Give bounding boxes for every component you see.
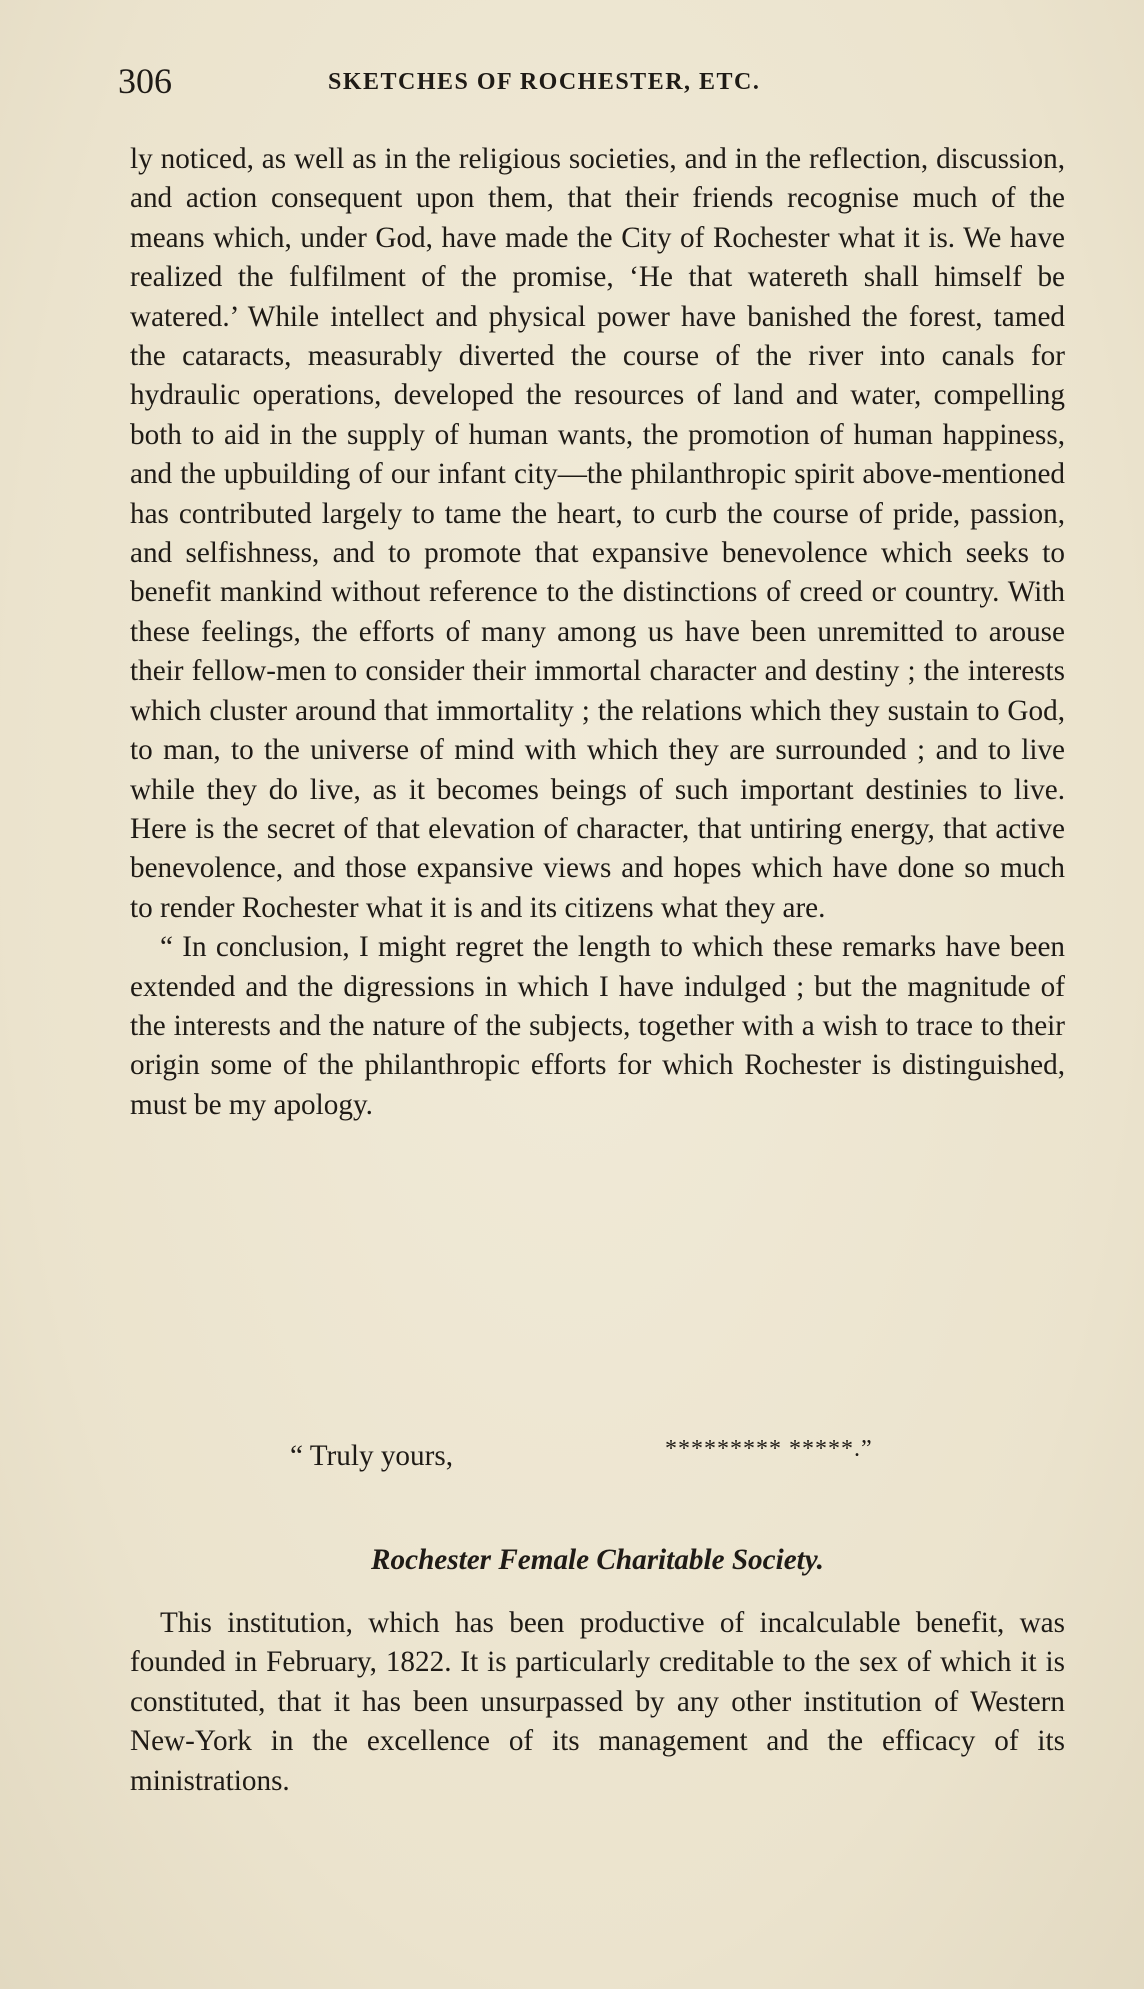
running-head bbox=[118, 60, 1068, 110]
signature-name: ********* *****.” bbox=[665, 1436, 873, 1462]
signature-greeting: “ Truly yours, bbox=[290, 1440, 453, 1472]
letter-body bbox=[130, 140, 1065, 1125]
page-number: 306 bbox=[118, 61, 172, 101]
section-heading: Rochester Female Charitable Society. bbox=[371, 1544, 824, 1576]
running-title: SKETCHES OF ROCHESTER, ETC. bbox=[328, 69, 761, 95]
paragraph-closing-remarks-1: ly noticed, as well as in the religious societies, and in the reflection, discussion, and action consequent upon them, that their friends recognise much of the means which, under God, have made the City of Rochester what it is. We have realized the fulfilment of the promise, ‘He that watereth shall himself be watered.’ While intellect and physical power have banished the forest, tamed the cataracts, measurably diverted the course of the river into canals for hydraulic operations, developed the resources of land and water, compelling both to aid in the supply of human wants, the promotion of human happiness, and the upbuilding of our infant city—the philanthropic spirit above-mentioned has contributed largely to tame the heart, to curb the course of pride, passion, and selfishness, and to promote that expansive benevolence which seeks to benefit mankind without reference to the distinctions of creed or country. With these feelings, the efforts of many among us have been unremitted to arouse their fellow-men to consider their immortal character and destiny ; the interests which cluster around that immortality ; the relations which they sustain to God, to man, to the universe of mind with which they are surrounded ; and to live while they do live, as it becomes beings of such important destinies to live. Here is the secret of that elevation of character, that untiring energy, that active benevolence, and those expansive views and hopes which have done so much to render Rochester what it is and its citizens what they are. bbox=[130, 143, 1065, 924]
paragraph-conclusion: “ In conclusion, I might regret the length to which these remarks have been extended and the digressions in which I have indulged ; but the magnitude of the interests and the nature of the subjects, together with a wish to trace to their origin some of the philanthropic efforts for which Rochester is distinguished, must be my apology. bbox=[130, 931, 1065, 1121]
letter-signature bbox=[130, 1436, 1065, 1480]
paragraph-society: This institution, which has been productive of incalculable benefit, was founded in February, 1822. It is particularly creditable to the sex of which it is constituted, that it has been unsurpassed by any other institution of Western New-York in the excellence of its management and the efficacy of its ministrations. bbox=[130, 1607, 1065, 1797]
section-body bbox=[130, 1604, 1065, 1801]
